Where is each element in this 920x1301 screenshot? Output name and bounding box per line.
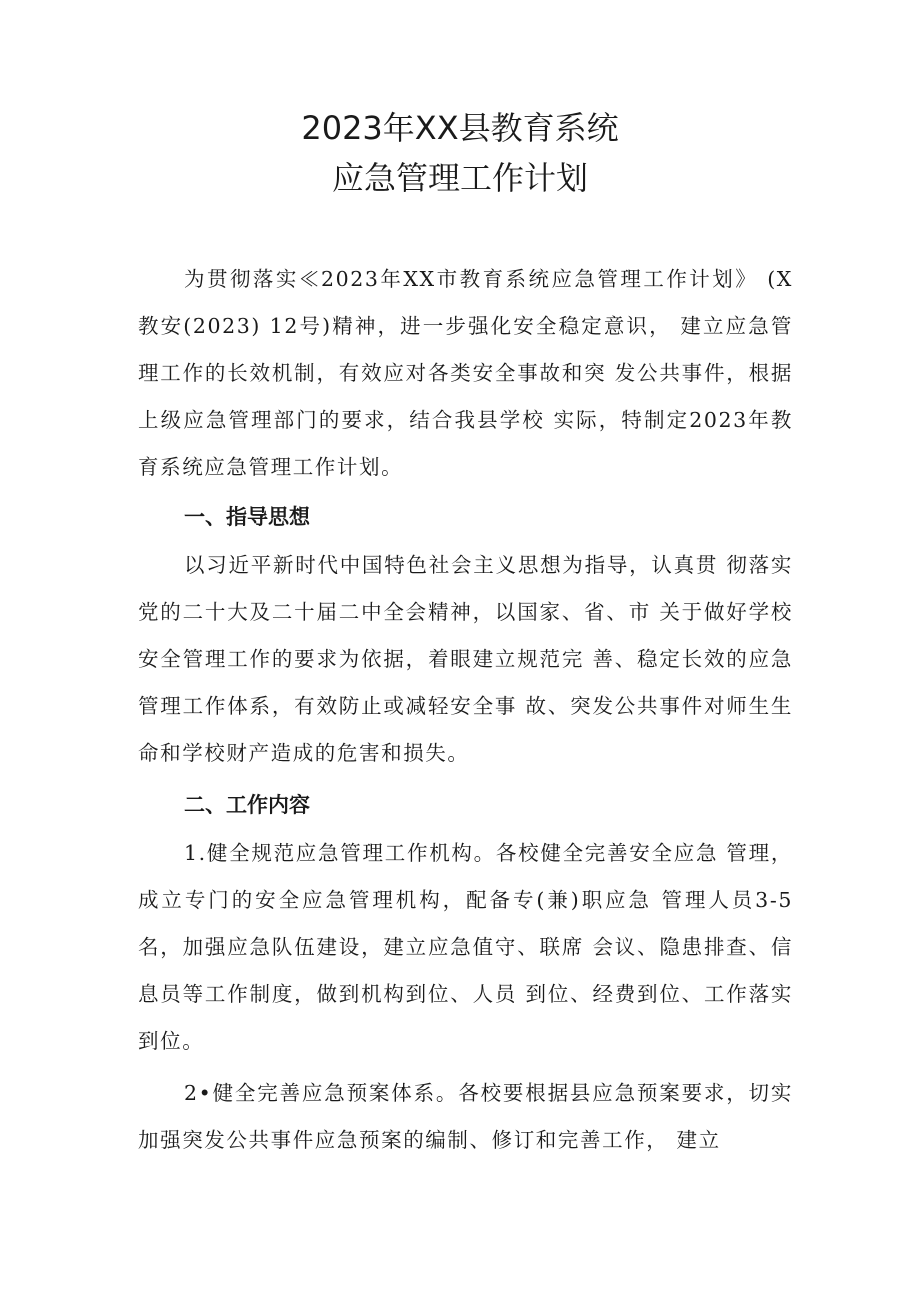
document-title-line2: 应急管理工作计划	[331, 159, 588, 197]
section-heading-guiding-ideology: 一、指导思想	[184, 505, 310, 529]
section-heading-work-content: 二、工作内容	[184, 793, 310, 817]
work-item-2: 2•健全完善应急预案体系。各校要根据县应急预案要求，切实加强突发公共事件应急预案的编制、修订和完善工作， 建立	[138, 1081, 793, 1152]
document-title-line1: 2023年XX县教育系统	[301, 109, 619, 147]
work-item-1: 1.健全规范应急管理工作机构。各校健全完善安全应急 管理，成立专门的安全应急管理机构，配备专(兼)职应急 管理人员3-5名，加强应急队伍建设，建立应急值守、联席 会议、隐患排查、信息员等工作制度，做到机构到位、人员 到位、经费到位、工作落实到位。	[138, 841, 793, 1053]
section1-paragraph: 以习近平新时代中国特色社会主义思想为指导，认真贯 彻落实党的二十大及二十届二中全会精神，以国家、省、市 关于做好学校安全管理工作的要求为依据，着眼建立规范完 善、稳定长效的应急管理工作体系，有效防止或减轻安全事 故、突发公共事件对师生生命和学校财产造成的危害和损失。	[138, 553, 793, 765]
intro-paragraph: 为贯彻落实≪2023年XX市教育系统应急管理工作计划》 (X教安(2023) 12号)精神，进一步强化安全稳定意识， 建立应急管理工作的长效机制，有效应对各类安全事故和突 发公共事件，根据上级应急管理部门的要求，结合我县学校 实际，特制定2023年教育系统应急管理工作计划。	[138, 267, 793, 479]
